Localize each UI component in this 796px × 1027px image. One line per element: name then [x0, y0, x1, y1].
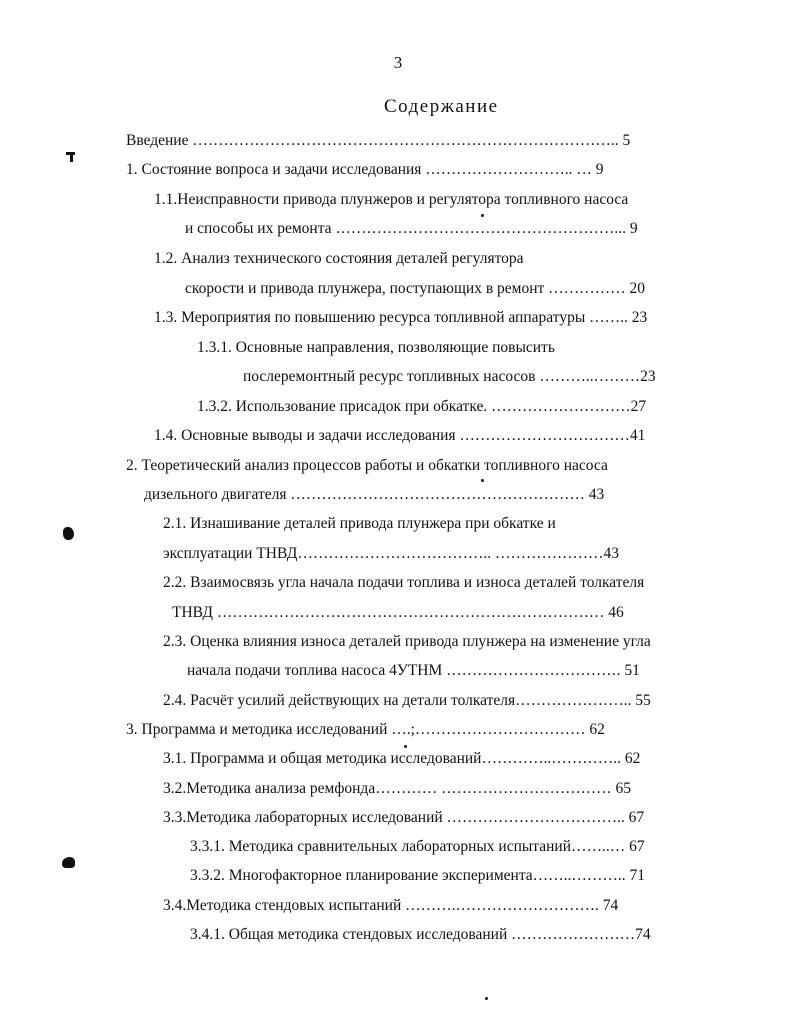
toc-entry-1-3-1: 1.3.1. Основные направления, позволяющие повысить [197, 339, 555, 356]
toc-entry-3-3-2: 3.3.2. Многофакторное планирование эксперимента……..……….. 71 [190, 867, 646, 884]
toc-entry-2-3-cont: начала подачи топлива насоса 4УТНМ ……………………………. 51 [187, 662, 640, 679]
toc-entry-3-4-1: 3.4.1. Общая методика стендовых исследований ……………………74 [190, 926, 651, 943]
toc-entry-1-3-1-cont: послеремонтный ресурс топливных насосов ………..………23 [243, 368, 656, 385]
toc-entry-chapter-2-cont: дизельного двигателя ………………………………………………… 43 [144, 486, 605, 503]
toc-entry-3-4: 3.4.Методика стендовых испытаний ……….………………………. 74 [163, 897, 619, 914]
toc-entry-3-3-1: 3.3.1. Методика сравнительных лабораторных испытаний……..… 67 [190, 838, 645, 855]
toc-entry-2-3: 2.3. Оценка влияния износа деталей привода плунжера на изменение угла [163, 633, 651, 650]
toc-entry-chapter-3: 3. Программа и методика исследований ….;…………………………… 62 [126, 721, 605, 738]
scan-artifact-mark [70, 152, 73, 162]
toc-entry-2-1: 2.1. Изнашивание деталей привода плунжера при обкатке и [163, 515, 556, 532]
toc-entry-introduction: Введение ……………………………………………………………………….. 5 [126, 132, 631, 149]
toc-entry-1-2: 1.2. Анализ технического состояния деталей регулятора [154, 250, 524, 267]
toc-entry-3-1: 3.1. Программа и общая методика исследований…………..………….. 62 [163, 750, 641, 767]
page-number: 3 [393, 53, 403, 72]
scan-artifact-blot [63, 527, 74, 540]
toc-entry-1-3: 1.3. Мероприятия по повышению ресурса топливной аппаратуры …….. 23 [154, 309, 648, 326]
scan-speck [485, 997, 488, 1000]
toc-entry-3-2: 3.2.Методика анализа ремфонда………… …………………………… 65 [163, 780, 631, 797]
toc-entry-1-1-cont: и способы их ремонта ………………………………………………... 9 [185, 220, 638, 237]
toc-entry-1-4: 1.4. Основные выводы и задачи исследования ……………………………41 [154, 427, 646, 444]
toc-entry-2-2: 2.2. Взаимосвязь угла начала подачи топлива и износа деталей толкателя [163, 574, 645, 591]
toc-entry-chapter-2: 2. Теоретический анализ процессов работы и обкатки топливного насоса [126, 457, 608, 474]
scan-speck [481, 214, 484, 217]
toc-entry-2-2-cont: ТНВД ………………………………………………………………… 46 [172, 604, 624, 621]
toc-entry-1-2-cont: скорости и привода плунжера, поступающих в ремонт …………… 20 [185, 280, 646, 297]
scan-artifact-blot [62, 857, 75, 868]
toc-entry-1-1: 1.1.Неисправности привода плунжеров и регулятора топливного насоса [154, 191, 629, 208]
toc-entry-chapter-1: 1. Состояние вопроса и задачи исследования ……………………….. … 9 [126, 161, 604, 178]
toc-entry-2-4: 2.4. Расчёт усилий действующих на детали толкателя………………….. 55 [163, 692, 651, 709]
scan-speck [404, 745, 407, 748]
page-title: Содержание [384, 96, 499, 117]
toc-entry-3-3: 3.3.Методика лабораторных исследований …………………………….. 67 [163, 809, 645, 826]
toc-entry-2-1-cont: эксплуатации ТНВД……………………………….. …………………43 [163, 545, 619, 562]
scan-speck [481, 479, 484, 482]
toc-entry-1-3-2: 1.3.2. Использование присадок при обкатке. ………………………27 [197, 398, 647, 415]
